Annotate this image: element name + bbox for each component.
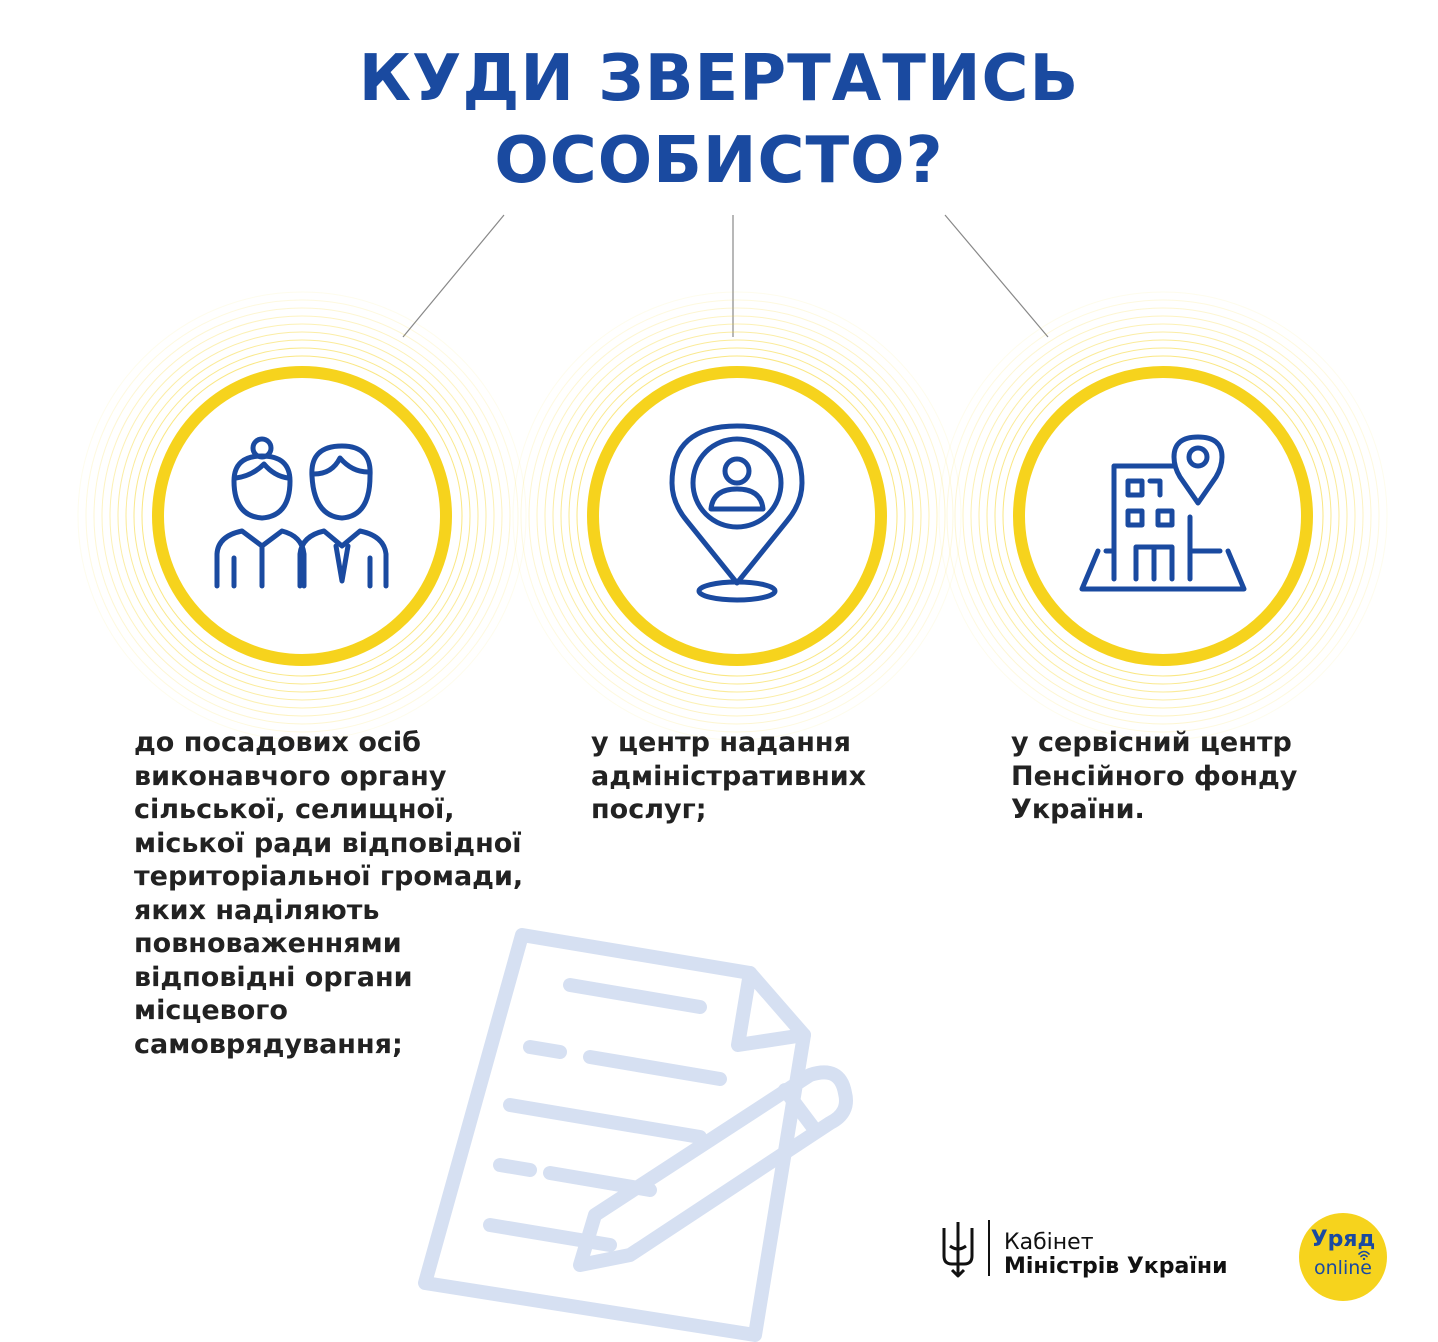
badge-line-2: online (1314, 1257, 1372, 1279)
badge-line-1: Уряд (1310, 1227, 1376, 1252)
option-3-caption: у сервісний центр Пенсійного фонду України. (1011, 727, 1298, 825)
option-2-caption: у центр надання адміністративних послуг; (591, 727, 867, 825)
uryad-online-badge (1299, 1213, 1387, 1301)
option-pension-fund-center (933, 286, 1393, 746)
brand-line-1: Кабінет (1004, 1230, 1094, 1255)
icon-circle (587, 366, 887, 666)
building-location-icon (1078, 431, 1248, 601)
option-admin-services-center (507, 286, 967, 746)
trident-emblem-icon (940, 1220, 976, 1278)
title-line-1: КУДИ ЗВЕРТАТИСЬ (358, 42, 1080, 116)
location-person-pin-icon (667, 421, 807, 611)
cabinet-of-ministers-logo (940, 1216, 1260, 1286)
title-line-2: ОСОБИСТО? (494, 124, 944, 198)
officials-icon (212, 436, 392, 596)
icon-circle (152, 366, 452, 666)
option-officials (72, 286, 532, 746)
logo-divider (988, 1220, 990, 1276)
option-1-caption: до посадових осіб виконавчого органу сільської, селищної, міської ради відповідної територіальної громади, яких наділяють повноваженнями відповідні органи місцевого самоврядування; (134, 727, 524, 1060)
brand-line-2: Міністрів України (1004, 1254, 1228, 1279)
icon-circle (1013, 366, 1313, 666)
